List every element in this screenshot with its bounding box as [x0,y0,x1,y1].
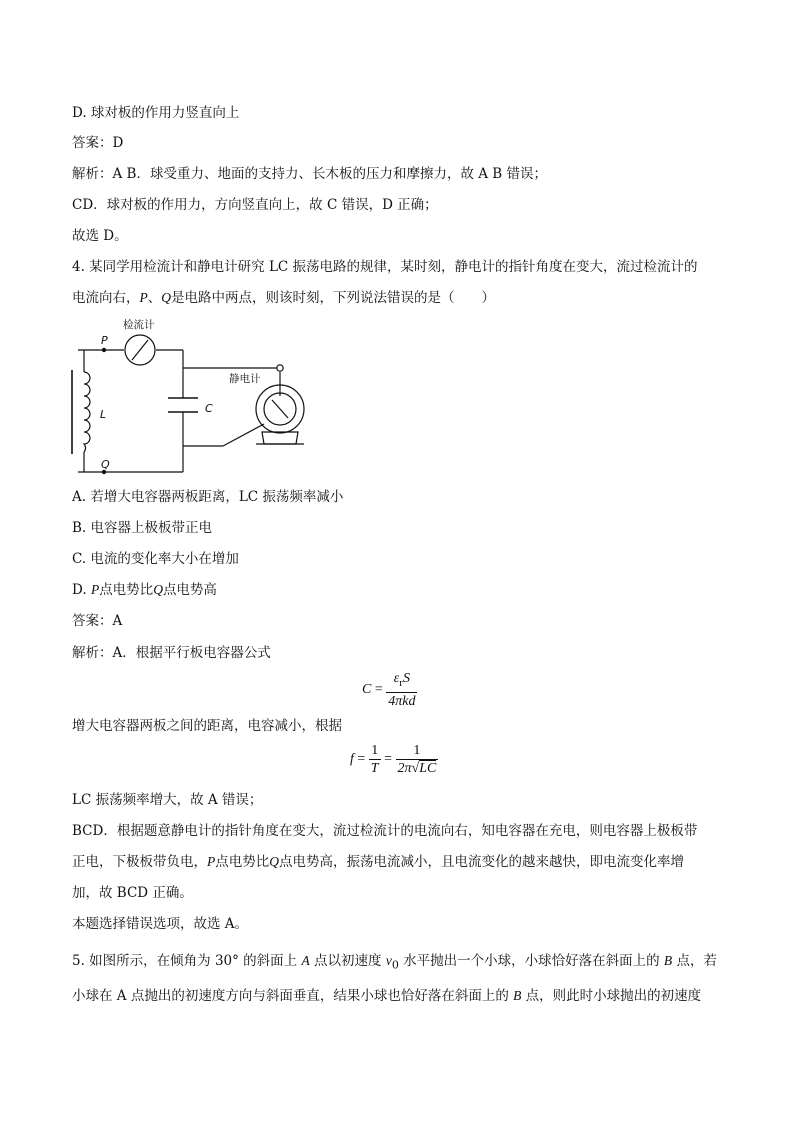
q4-option-a: A. 若增大电容器两板距离，LC 振荡频率减小 [72,489,344,505]
q4-stem-point-p: P [139,290,148,305]
formula1-denominator: 4πkd [388,693,416,709]
q4-stem-text-a: 电流向右， [72,290,140,306]
q4-analysis-5-c: 点电势高，振荡电流减小，且电流变化的越来越快，即电流变化率增 [279,854,684,870]
formula2-den1: T [370,761,379,776]
q4-option-c: C. 电流的变化率大小在增加 [72,551,239,567]
q4-analysis-5-p: P [207,854,216,869]
q4-conclusion: 本题选择错误选项，故选 A。 [72,916,249,932]
q4-stem-line2 [72,288,495,308]
q4-analysis-1: 解析：A．根据平行板电容器公式 [72,645,271,661]
q5-point-b2: B [513,988,522,1003]
q4-stem-sep: 、 [147,290,162,306]
capacitance-formula [362,670,417,710]
formula1-equals: = [374,682,383,698]
formula2-num2: 1 [396,742,439,760]
formula2-num1: 1 [369,742,381,760]
q4-option-d-end: 点电势高 [162,582,217,598]
q5-velocity: v [385,953,392,968]
q5-stem-d: 点，若 [672,953,717,969]
q4-option-d-p: P [90,582,100,597]
formula1-fraction [386,670,417,710]
analysis-prev-1: 解析：A B．球受重力、地面的支持力、长木板的压力和摩擦力，故 A B 错误； [72,166,548,182]
q4-analysis-5-q: Q [269,854,279,869]
galvanometer-label: 检流计 [123,319,155,331]
q4-option-b: B. 电容器上极板带正电 [72,520,213,536]
formula2-root-lc: LC [419,761,437,776]
q4-analysis-5-a: 正电，下极板带负电， [72,854,207,870]
q4-analysis-2: 增大电容器两板之间的距离，电容减小，根据 [72,718,342,734]
q4-option-d-q: Q [153,582,163,597]
answer-prev: 答案：D [72,135,124,151]
q5-stem2-b: 点，则此时小球抛出的初速度 [521,988,702,1004]
lc-circuit-diagram [68,314,318,484]
q5-velocity-sub: 0 [391,958,399,972]
formula1-area: S [402,671,410,686]
q4-option-d-prefix: D. [72,582,91,598]
q4-analysis-5-b: 点电势比 [215,854,270,870]
q5-stem-b: 点以初速度 [309,953,386,969]
diagram-capacitor-label: C [205,402,213,415]
q4-stem-text-b: 是电路中两点，则该时刻，下列说法错误的是（ ） [171,290,495,306]
q5-stem-line1 [72,951,717,976]
diagram-point-q: Q [101,458,110,471]
formula2-two-pi: 2π [397,761,412,776]
q4-option-d [72,580,217,600]
q4-analysis-6: 加，故 BCD 正确。 [72,885,193,901]
q4-analysis-5 [72,852,684,872]
option-d-prev: D. 球对板的作用力竖直向上 [72,105,240,121]
electrometer-label: 静电计 [229,373,261,385]
formula1-lhs: C [362,682,372,698]
analysis-prev-2: CD．球对板的作用力，方向竖直向上，故 C 错误，D 正确； [72,197,438,213]
q5-stem-line2 [72,986,701,1006]
formula2-fraction2: $\frac{1}{2\pi√LC}$ [397,743,437,776]
diagram-point-p: P [101,334,108,347]
diagram-inductor-label: L [100,408,107,421]
formula2-fraction1 [369,742,381,777]
q4-stem-line1: 4. 某同学用检流计和静电计研究 LC 振荡电路的规律，某时刻，静电计的指针角度在变大，流过检流计的 [72,259,698,275]
q5-stem2-a: 小球在 A 点抛出的初速度方向与斜面垂直，结果小球也恰好落在斜面上的 [72,988,514,1004]
q5-stem-c: 水平抛出一个小球，小球恰好落在斜面上的 [398,953,664,969]
formula2-lhs: f [350,751,354,767]
conclusion-prev: 故选 D。 [72,228,128,244]
formula2-equals2: = [384,751,392,767]
q4-answer: 答案：A [72,613,123,629]
formula2-equals: = [357,751,366,767]
q4-stem-point-q: Q [161,290,171,305]
q4-analysis-4: BCD．根据题意静电计的指针角度在变大，流过检流计的电流向右，知电容器在充电，则电容器上极板带 [72,823,698,839]
frequency-formula [350,742,438,777]
q5-point-b: B [663,953,673,968]
formula1-epsilon: ε [393,671,400,686]
q4-analysis-3: LC 振荡频率增大，故 A 错误； [72,792,263,808]
q4-option-d-mid: 点电势比 [99,582,154,598]
q5-stem-a: 5. 如图所示，在倾角为 30° 的斜面上 [72,953,302,969]
formula1-epsilon-sub: r [399,676,403,689]
q5-point-a: A [301,953,310,968]
